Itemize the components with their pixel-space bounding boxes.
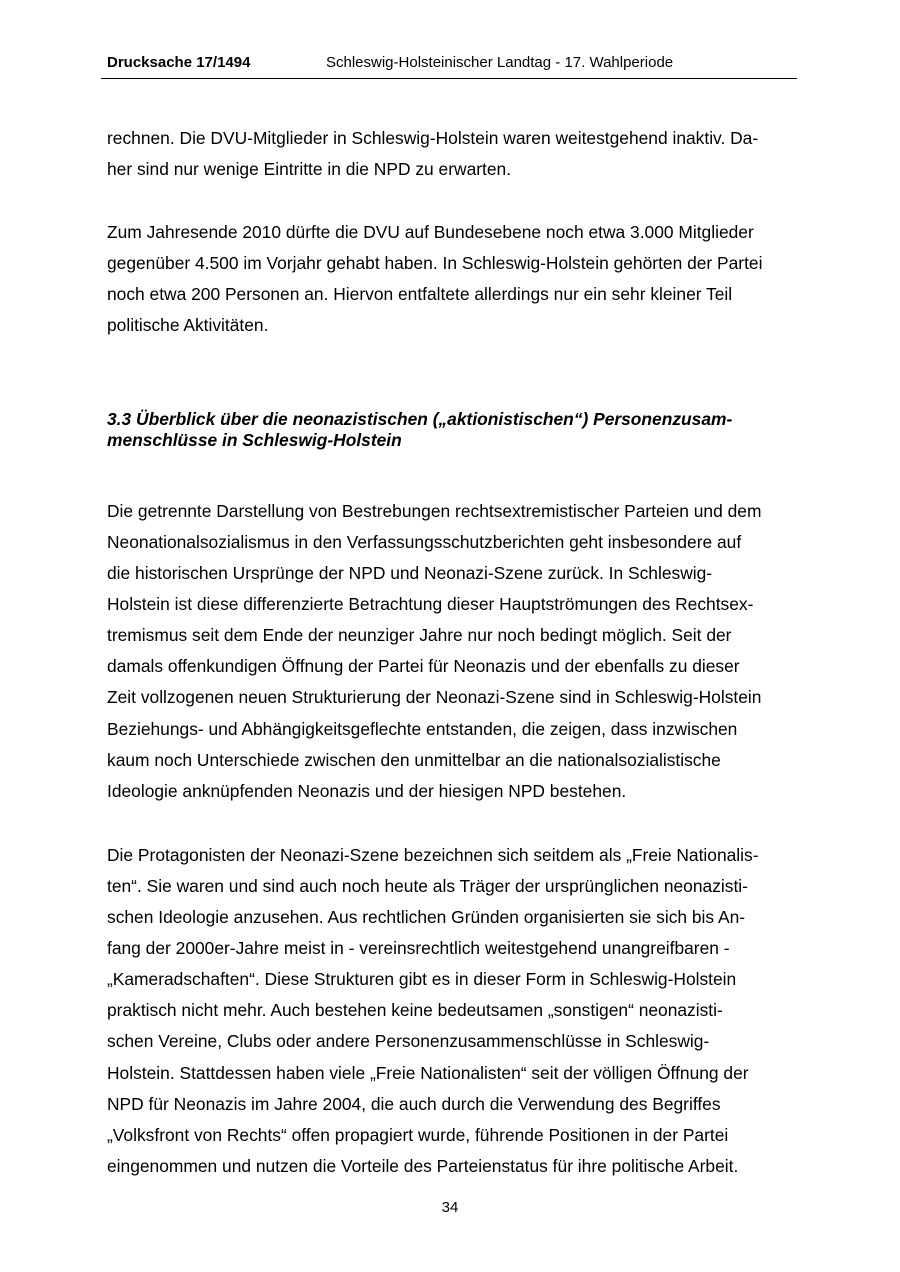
paragraph-4-line: fang der 2000er-Jahre meist in - vereinsrechtlich weitestgehend unangreifbaren - bbox=[107, 938, 730, 958]
paragraph-4-line: ten“. Sie waren und sind auch noch heute als Träger der ursprünglichen neonazisti- bbox=[107, 876, 748, 896]
paragraph-2-line: gegenüber 4.500 im Vorjahr gehabt haben. In Schleswig-Holstein gehörten der Partei bbox=[107, 253, 763, 273]
section-heading-line: 3.3 Überblick über die neonazistischen („aktionistischen“) Personenzusam- bbox=[107, 409, 733, 429]
page-number: 34 bbox=[441, 1199, 459, 1216]
paragraph-3-line: Zeit vollzogenen neuen Strukturierung der Neonazi-Szene sind in Schleswig-Holstein bbox=[107, 687, 762, 707]
paragraph-3-line: damals offenkundigen Öffnung der Partei für Neonazis und der ebenfalls zu dieser bbox=[107, 656, 740, 676]
paragraph-2-line: Zum Jahresende 2010 dürfte die DVU auf Bundesebene noch etwa 3.000 Mitglieder bbox=[107, 222, 754, 242]
paragraph-4-line: praktisch nicht mehr. Auch bestehen keine bedeutsamen „sonstigen“ neonazisti- bbox=[107, 1000, 723, 1020]
paragraph-3-line: Ideologie anknüpfenden Neonazis und der hiesigen NPD bestehen. bbox=[107, 781, 627, 801]
paragraph-3-line: Die getrennte Darstellung von Bestrebungen rechtsextremistischer Parteien und dem bbox=[107, 501, 762, 521]
paragraph-4-line: schen Vereine, Clubs oder andere Personenzusammenschlüsse in Schleswig- bbox=[107, 1031, 710, 1051]
document-number: Drucksache 17/1494 bbox=[107, 54, 251, 71]
paragraph-3-line: die historischen Ursprünge der NPD und Neonazi-Szene zurück. In Schleswig- bbox=[107, 563, 713, 583]
paragraph-4-line: Die Protagonisten der Neonazi-Szene bezeichnen sich seitdem als „Freie Nationalis- bbox=[107, 845, 759, 865]
paragraph-2-line: politische Aktivitäten. bbox=[107, 315, 269, 335]
parliament-title: Schleswig-Holsteinischer Landtag - 17. Wahlperiode bbox=[326, 54, 674, 71]
paragraph-1-line: her sind nur wenige Eintritte in die NPD zu erwarten. bbox=[107, 159, 512, 179]
paragraph-4-line: „Kameradschaften“. Diese Strukturen gibt es in dieser Form in Schleswig-Holstein bbox=[107, 969, 737, 989]
paragraph-4-line: „Volksfront von Rechts“ offen propagiert wurde, führende Positionen in der Partei bbox=[107, 1125, 729, 1145]
page-header bbox=[101, 52, 797, 79]
paragraph-4-line: schen Ideologie anzusehen. Aus rechtlichen Gründen organisierten sie sich bis An- bbox=[107, 907, 746, 927]
paragraph-4-line: eingenommen und nutzen die Vorteile des Parteienstatus für ihre politische Arbeit. bbox=[107, 1156, 739, 1176]
section-heading-line: menschlüsse in Schleswig-Holstein bbox=[107, 430, 402, 450]
paragraph-3-line: Beziehungs- und Abhängigkeitsgeflechte entstanden, die zeigen, dass inzwischen bbox=[107, 719, 738, 739]
paragraph-3-line: Neonationalsozialismus in den Verfassungsschutzberichten geht insbesondere auf bbox=[107, 532, 742, 552]
paragraph-3-line: tremismus seit dem Ende der neunziger Jahre nur noch bedingt möglich. Seit der bbox=[107, 625, 732, 645]
paragraph-4-line: NPD für Neonazis im Jahre 2004, die auch durch die Verwendung des Begriffes bbox=[107, 1094, 721, 1114]
paragraph-2-line: noch etwa 200 Personen an. Hiervon entfaltete allerdings nur ein sehr kleiner Teil bbox=[107, 284, 733, 304]
paragraph-4-line: Holstein. Stattdessen haben viele „Freie Nationalisten“ seit der völligen Öffnung der bbox=[107, 1063, 749, 1083]
paragraph-3-line: kaum noch Unterschiede zwischen den unmittelbar an die nationalsozialistische bbox=[107, 750, 721, 770]
paragraph-1-line: rechnen. Die DVU-Mitglieder in Schleswig-Holstein waren weitestgehend inaktiv. Da- bbox=[107, 128, 759, 148]
paragraph-3-line: Holstein ist diese differenzierte Betrachtung dieser Hauptströmungen des Rechtsex- bbox=[107, 594, 754, 614]
